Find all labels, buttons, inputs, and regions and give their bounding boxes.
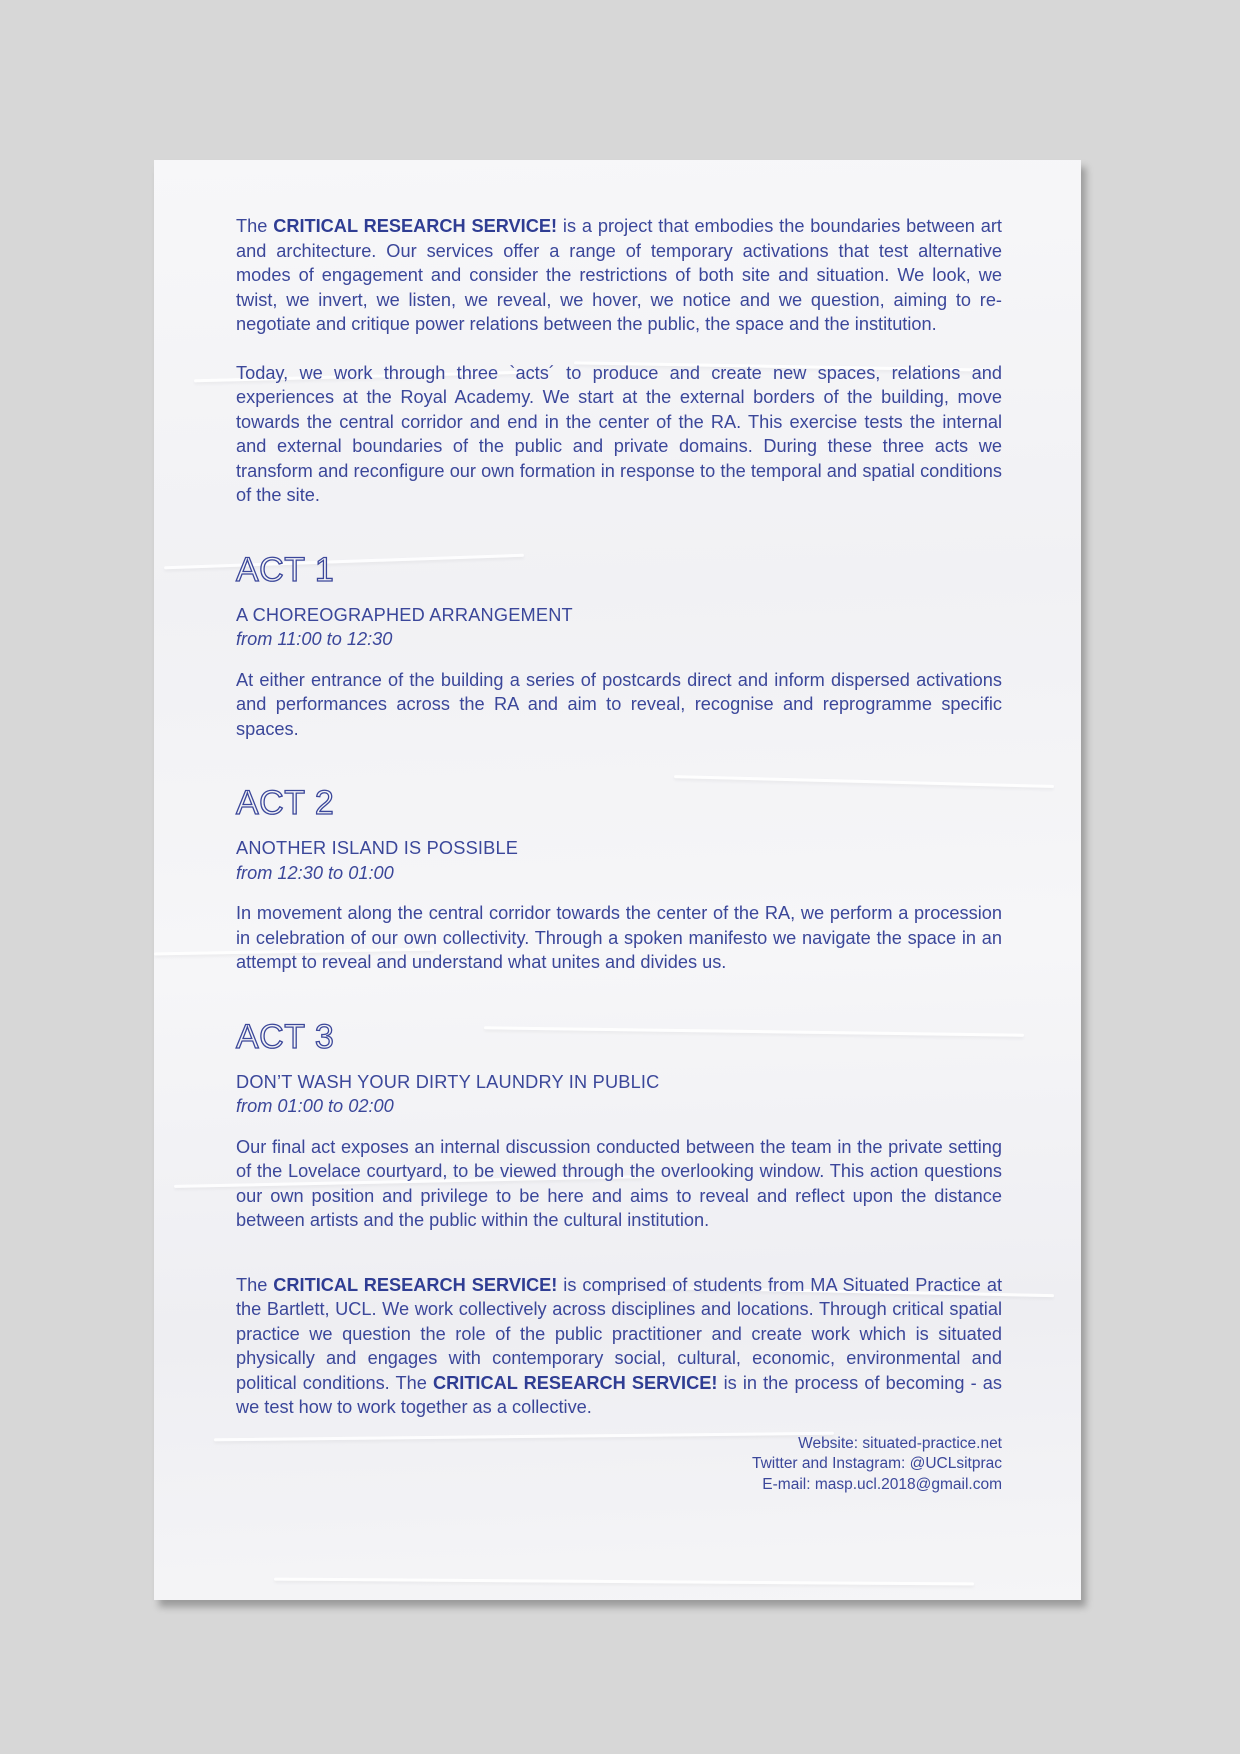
closing-paragraph [236,1273,1002,1420]
act-2-body: In movement along the central corridor towards the center of the RA, we perform a procession in celebration of our own collectivity. Through a spoken manifesto we navigate the space in an attempt to reveal and understand what unites and divides us. [236,903,1002,972]
poster-content [236,214,1002,1495]
email-line: E-mail: masp.ucl.2018@gmail.com [762,1475,1002,1493]
project-name-bold: CRITICAL RESEARCH SERVICE! [433,1372,718,1393]
today-paragraph: Today, we work through three `acts´ to produce and create new spaces, relations and experiences at the Royal Academy. We start at the external borders of the building, move towards the central corridor and end in the center of the RA. This exercise tests the internal and external boundaries of the public and private domains. During these three acts we transform and reconfigure our own formation in response to the temporal and spatial conditions of the site. [236,362,1002,505]
intro-paragraph [236,214,1002,337]
project-name-bold: CRITICAL RESEARCH SERVICE! [273,1274,558,1295]
act-2-section [236,783,1002,975]
act-3-section [236,1017,1002,1233]
act-2-subtitle: ANOTHER ISLAND IS POSSIBLE [236,838,519,858]
act-1-body: At either entrance of the building a series of postcards direct and inform dispersed activations and performances across the RA and aim to reveal, recognise and reprogramme specific spaces. [236,669,1002,739]
act-3-title: ACT 3 [236,1017,335,1056]
closing-text-start: The [236,1274,274,1295]
closing-text-middle: is comprised of students from MA Situated Practice at the Bartlett, UCL. We work collectively across disciplines and locations. Through critical spatial practice we question the role of the public practitioner and create work which is situated physically and engages with contemporary social, cultural, economic, environmental and political conditions. The [236,1274,1002,1393]
social-line: Twitter and Instagram: @UCLsitprac [751,1455,1002,1472]
act-1-section [236,550,1002,742]
act-3-subtitle: DON’T WASH YOUR DIRTY LAUNDRY IN PUBLIC [236,1071,660,1092]
closing-text-end: is in the process of becoming - as we test how to work together as a collective. [236,1372,1002,1417]
act-2-title: ACT 2 [236,784,335,822]
act-1-subtitle: A CHOREOGRAPHED ARRANGEMENT [236,604,573,625]
act-1-time: from 11:00 to 12:30 [236,629,393,649]
contact-block [236,1434,1002,1496]
poster-sheet [154,160,1081,1600]
intro-text-start: The [236,216,274,236]
project-name-bold: CRITICAL RESEARCH SERVICE! [273,216,558,236]
website-line: Website: situated-practice.net [798,1434,1002,1452]
act-3-body: Our final act exposes an internal discussion conducted between the team in the private setting of the Lovelace courtyard, to be viewed through the overlooking window. This action questions our own position and privilege to be here and aims to reveal and reflect upon the distance between artists and the public within the cultural institution. [236,1136,1002,1230]
act-2-time: from 12:30 to 01:00 [236,862,394,883]
paper-crease [274,1578,974,1586]
act-1-title: ACT 1 [236,550,335,589]
act-3-time: from 01:00 to 02:00 [236,1096,394,1116]
intro-text-rest: is a project that embodies the boundaries between art and architecture. Our services offer a range of temporary activations that test alternative modes of engagement and consider the restrictions of both site and situation. We look, we twist, we invert, we listen, we reveal, we hover, we notice and we question, aiming to re-negotiate and critique power relations between the public, the space and the institution. [236,216,1002,334]
